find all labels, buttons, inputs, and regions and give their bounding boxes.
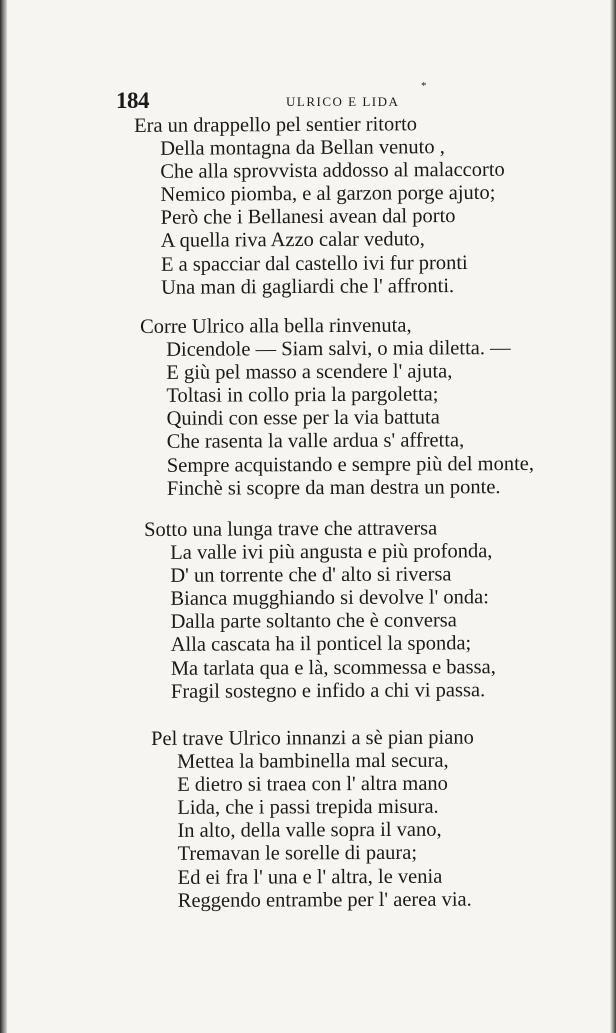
page-edge-right [610, 0, 616, 1033]
verse-line: E giù pel masso a scendere l' ajuta, [166, 360, 453, 385]
verse-line: A quella riva Azzo calar veduto, [160, 228, 425, 253]
verse-line: Quindi con esse per la via battuta [166, 406, 440, 431]
running-title: ULRICO E LIDA [286, 94, 400, 109]
verse-line: Che rasenta la valle ardua s' affretta, [166, 429, 465, 454]
verse-line: Nemico piomba, e al garzon porge ajuto; [160, 182, 496, 207]
verse-line: Corre Ulrico alla bella rinvenuta, [140, 314, 412, 338]
verse-line: D' un torrente che d' alto si riversa [170, 563, 452, 588]
verse-line: Finchè si scopre da man destra un ponte. [166, 475, 501, 500]
verse-line: In alto, della valle sopra il vano, [177, 819, 442, 843]
verse-line: Sempre acquistando e sempre più del monte, [166, 452, 535, 477]
page-edge-left [0, 0, 7, 1033]
verse-line: Della montagna da Bellan venuto , [160, 136, 445, 160]
verse-line: Dalla parte soltanto che è conversa [170, 609, 457, 634]
verse-line: La valle ivi più angusta e più profonda, [170, 540, 493, 564]
verse-line: Tremavan le sorelle di paura; [177, 842, 418, 866]
verse-line: E dietro si traea con l' altra mano [177, 772, 448, 797]
stanza-1 [134, 113, 506, 300]
verse-line: Pel trave Ulrico innanzi a sè pian piano [151, 726, 474, 750]
verse-line: E a spacciar dal castello ivi fur pronti [160, 251, 468, 276]
verse-line: Sotto una lunga trave che attraversa [144, 517, 438, 541]
verse-line: Era un drappello pel sentier ritorto [134, 113, 418, 137]
verse-line: Mettea la bambinella mal secura, [177, 749, 449, 773]
verse-line: Fragil sostegno e infido a chi vi passa. [170, 678, 486, 703]
verse-line: Ma tarlata qua e là, scommessa e bassa, [170, 655, 496, 680]
stanza-3 [144, 517, 496, 704]
verse-line: Una man di gagliardi che l' affronti. [160, 274, 455, 299]
verse-line: Però che i Bellanesi avean dal porto [160, 205, 456, 230]
verse-line: Bianca mugghiando si devolve l' onda: [170, 586, 490, 611]
verse-line: Lida, che i passi trepida misura. [177, 796, 439, 820]
verse-line: Toltasi in collo pria la pargoletta; [166, 383, 439, 408]
verse-line: Che alla sprovvista addosso al malaccorto [160, 158, 505, 184]
verse-line: Dicendole — Siam salvi, o mia diletta. — [166, 337, 511, 361]
stanza-4 [151, 727, 475, 913]
verse-line: Alla cascata ha il ponticel la sponda; [170, 632, 472, 657]
verse-line: Reggendo entrambe per l' aerea via. [177, 888, 472, 912]
header-mark: * [421, 80, 427, 92]
verse-line: Ed ei fra l' una e l' altra, le venia [177, 865, 443, 889]
stanza-2 [140, 314, 534, 501]
page-number: 184 [116, 88, 149, 113]
